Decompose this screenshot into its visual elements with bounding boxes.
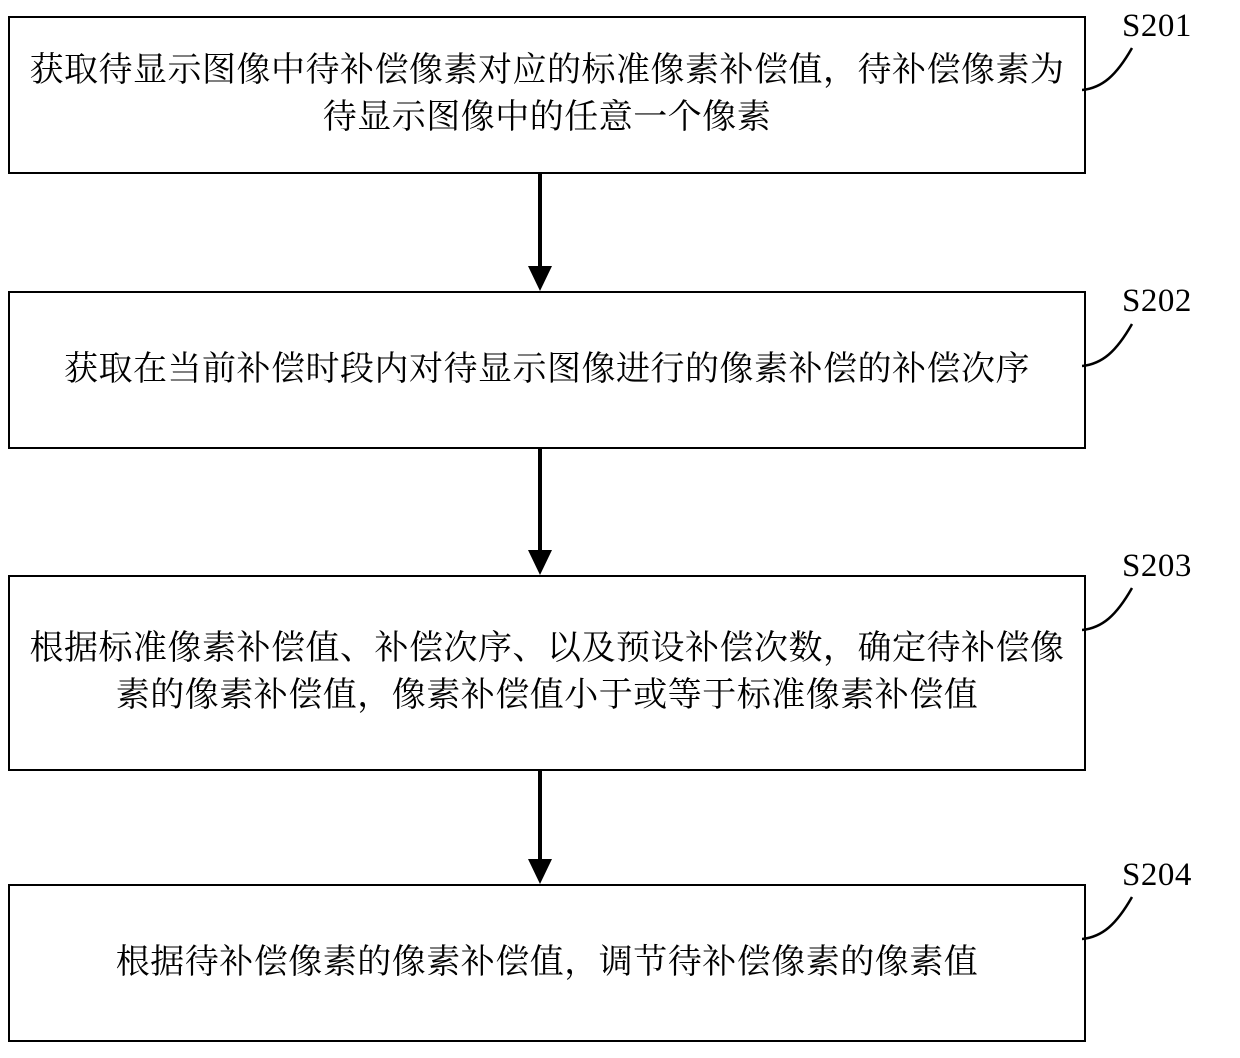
flow-step-s203-text: 根据标准像素补偿值、补偿次序、以及预设补偿次数，确定待补偿像素的像素补偿值，像素补偿值小于或等于标准像素补偿值 [29, 630, 1065, 714]
flow-step-s204-label: S204 [1122, 857, 1192, 893]
flow-step-s201-label: S201 [1122, 8, 1192, 44]
flow-step-s201 [8, 16, 1086, 174]
flow-step-s202-label: S202 [1122, 283, 1192, 319]
flow-step-s201-text: 获取待显示图像中待补偿像素对应的标准像素补偿值，待补偿像素为待显示图像中的任意一个像素 [29, 52, 1065, 136]
arrow-s202-s203 [520, 449, 560, 576]
arrow-s203-s204 [520, 771, 560, 885]
leader-line-s204 [1082, 895, 1134, 941]
leader-line-s201 [1082, 46, 1134, 92]
flow-step-s203-label: S203 [1122, 548, 1192, 584]
flow-step-s202-text: 获取在当前补偿时段内对待显示图像进行的像素补偿的补偿次序 [64, 350, 1030, 388]
flow-step-s203 [8, 575, 1086, 771]
flow-step-s202 [8, 291, 1086, 449]
leader-line-s202 [1082, 322, 1134, 368]
leader-line-s203 [1082, 586, 1134, 632]
flow-step-s204 [8, 884, 1086, 1042]
flow-step-s204-text: 根据待补偿像素的像素补偿值，调节待补偿像素的像素值 [115, 943, 979, 981]
arrow-s201-s202 [520, 174, 560, 292]
